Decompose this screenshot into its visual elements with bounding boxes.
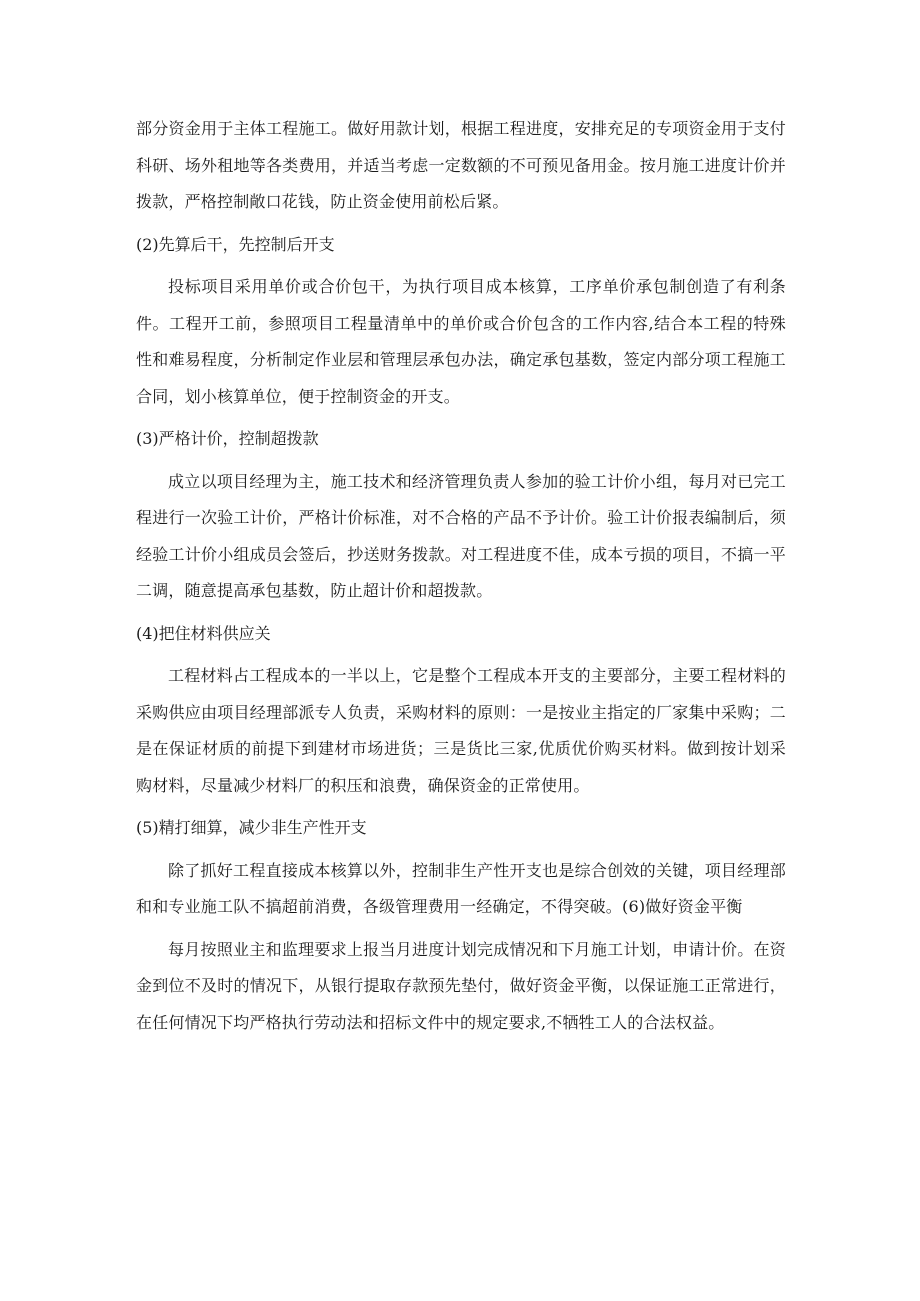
section-heading: (3)严格计价，控制超拨款 [136, 429, 319, 448]
body-paragraph: 工程材料占工程成本的一半以上，它是整个工程成本开支的主要部分，主要工程材料的采购供应由项目经理部派专人负责，采购材料的原则：一是按业主指定的厂家集中采购；二是在保证材质的前提下到建材市场进货；三是货比三家,优质优价购买材料。做到按计划采购材料，尽量减少材料厂的积压和浪费，确保资金的正常使用。 [136, 666, 786, 795]
body-paragraph: 投标项目采用单价或合价包干，为执行项目成本核算，工序单价承包制创造了有利条件。工程开工前，参照项目工程量清单中的单价或合价包含的工作内容,结合本工程的特殊性和难易程度，分析制定作业层和管理层承包办法，确定承包基数，签定内部分项工程施工合同，划小核算单位，便于控制资金的开支。 [136, 277, 786, 406]
section-heading: (4)把住材料供应关 [136, 623, 271, 643]
document-body [136, 111, 786, 1047]
body-paragraph: 每月按照业主和监理要求上报当月进度计划完成情况和下月施工计划，申请计价。在资金到位不及时的情况下，从银行提取存款预先垫付，做好资金平衡，以保证施工正常进行，在任何情况下均严格执行劳动法和招标文件中的规定要求,不牺牲工人的合法权益。 [136, 939, 786, 1032]
body-paragraph: 成立以项目经理为主，施工技术和经济管理负责人参加的验工计价小组，每月对已完工程进行一次验工计价，严格计价标准，对不合格的产品不予计价。验工计价报表编制后，须经验工计价小组成员会签后，抄送财务拨款。对工程进度不佳，成本亏损的项目，不搞一平二调，随意提高承包基数，防止超计价和超拨款。 [136, 471, 786, 600]
section-heading: (2)先算后干，先控制后开支 [136, 234, 335, 254]
body-paragraph: 除了抓好工程直接成本核算以外，控制非生产性开支也是综合创效的关键，项目经理部和和专业施工队不搞超前消费，各级管理费用一经确定，不得突破。(6)做好资金平衡 [136, 860, 786, 916]
section-heading: (5)精打细算，减少非生产性开支 [136, 818, 367, 837]
body-paragraph: 部分资金用于主体工程施工。做好用款计划，根据工程进度，安排充足的专项资金用于支付科研、场外租地等各类费用，并适当考虑一定数额的不可预见备用金。按月施工进度计价并拨款，严格控制敞口花钱，防止资金使用前松后紧。 [136, 119, 786, 211]
